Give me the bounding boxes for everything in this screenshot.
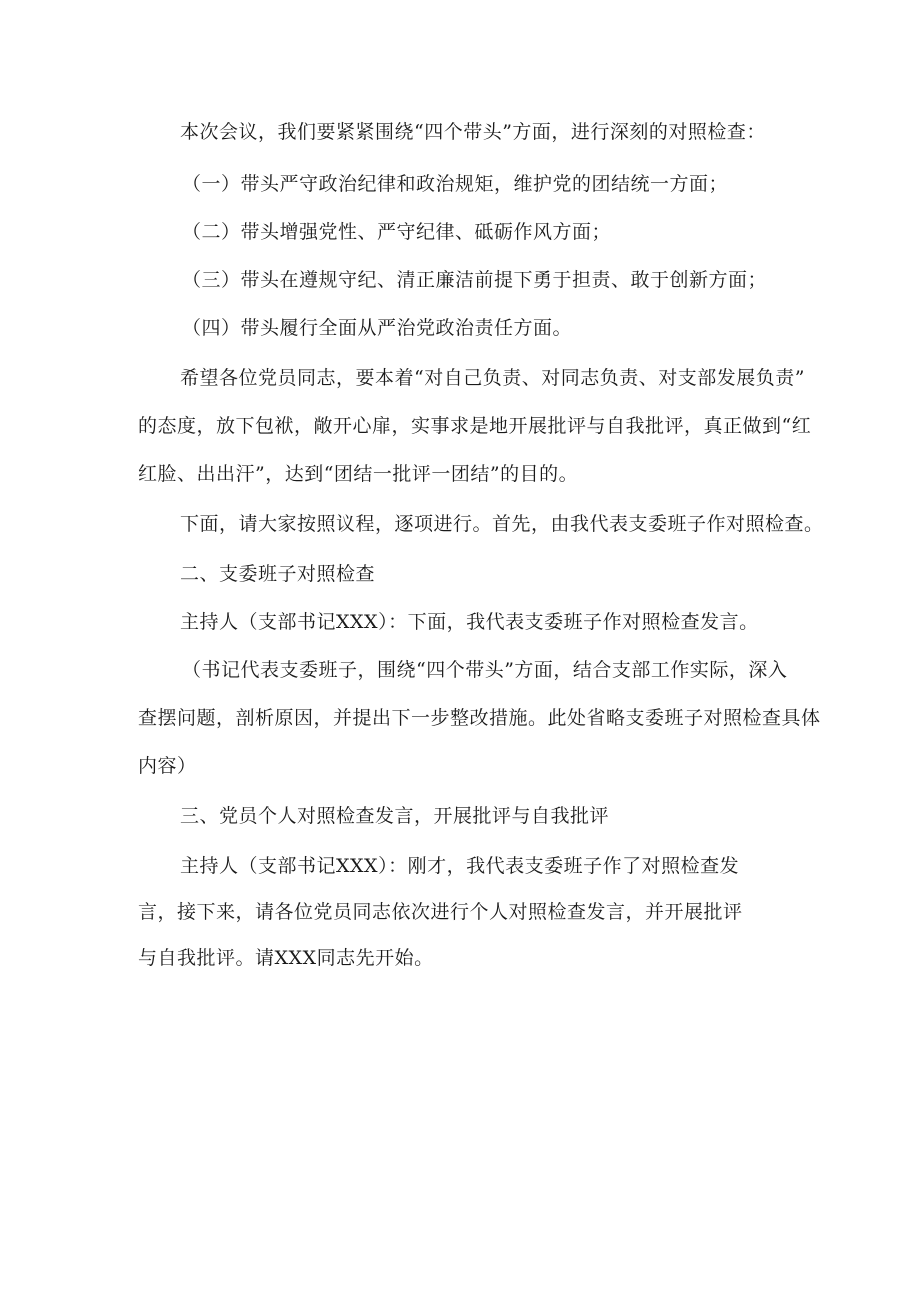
- paragraph-host-2-line-2: 言，接下来，请各位党员同志依次进行个人对照检查发言，并开展批评: [138, 901, 743, 923]
- paragraph-intro: 本次会议，我们要紧紧围绕“四个带头”方面，进行深刻的对照检查：: [180, 121, 766, 143]
- list-item-four: （四）带头履行全面从严治党政治责任方面。: [182, 317, 573, 339]
- paragraph-host-2-line-3: 与自我批评。请XXX同志先开始。: [138, 947, 434, 969]
- section-heading-two: 二、支委班子对照检查: [180, 563, 376, 585]
- paragraph-secretary-line-1: （书记代表支委班子，围绕“四个带头”方面，结合支部工作实际，深入: [182, 659, 788, 681]
- paragraph-next: 下面，请大家按照议程，逐项进行。首先，由我代表支委班子作对照检查。: [180, 513, 824, 535]
- paragraph-secretary-line-2: 查摆问题，剖析原因，并提出下一步整改措施。此处省略支委班子对照检查具体: [138, 707, 821, 729]
- paragraph-hope-line-2: 的态度，放下包袱，敞开心扉，实事求是地开展批评与自我批评，真正做到“红: [138, 415, 812, 437]
- paragraph-host-2-line-1: 主持人（支部书记XXX）：刚才，我代表支委班子作了对照检查发: [180, 855, 740, 877]
- section-heading-three: 三、党员个人对照检查发言，开展批评与自我批评: [180, 805, 610, 827]
- paragraph-hope-line-1: 希望各位党员同志，要本着“对自己负责、对同志负责、对支部发展负责”: [180, 367, 805, 389]
- list-item-two: （二）带头增强党性、严守纪律、砥砺作风方面；: [182, 221, 612, 243]
- paragraph-secretary-line-3: 内容）: [138, 755, 197, 777]
- list-item-one: （一）带头严守政治纪律和政治规矩，维护党的团结统一方面；: [182, 173, 729, 195]
- paragraph-hope-line-3: 红脸、出出汗”，达到“团结一批评一团结”的目的。: [138, 463, 579, 485]
- paragraph-host-1: 主持人（支部书记XXX）：下面，我代表支委班子作对照检查发言。: [180, 611, 759, 633]
- list-item-three: （三）带头在遵规守纪、清正廉洁前提下勇于担责、敢于创新方面；: [182, 269, 768, 291]
